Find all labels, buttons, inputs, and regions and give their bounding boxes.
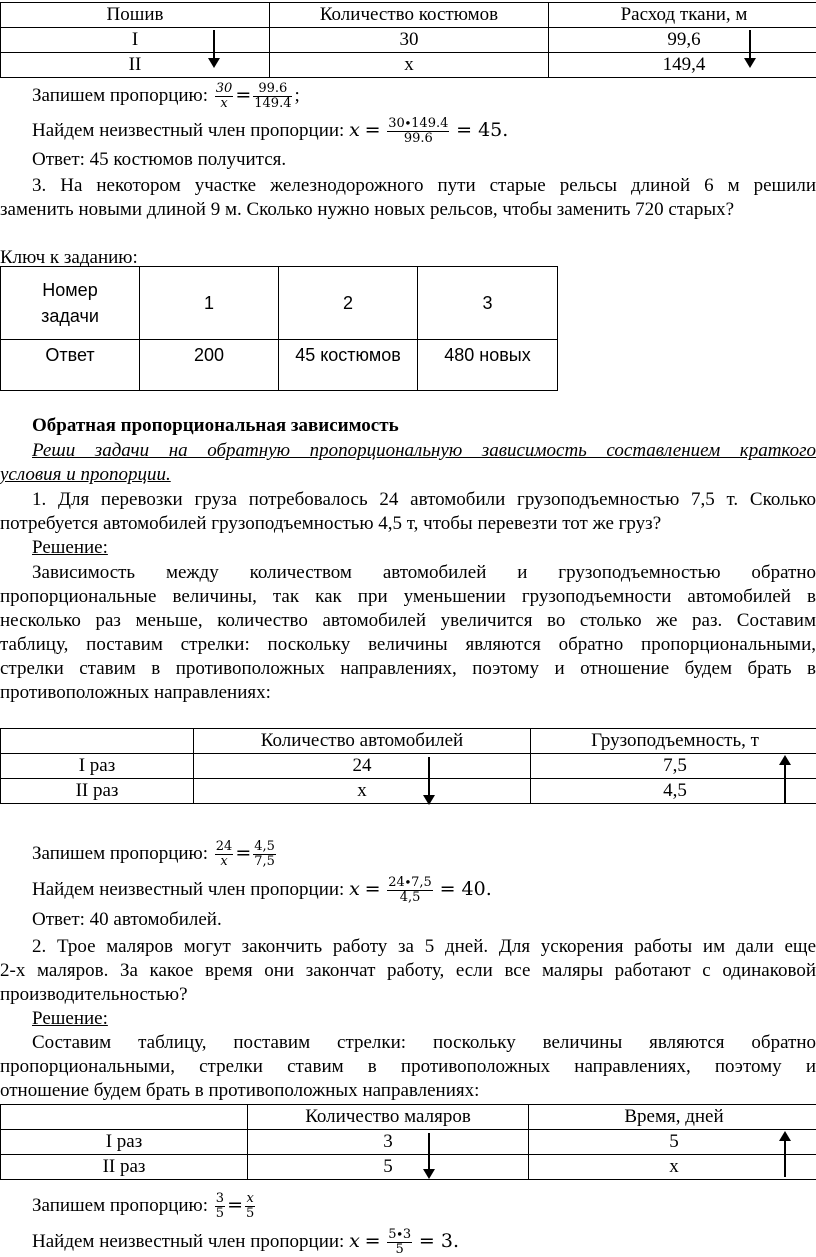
solution-text: несколько раз меньше, количество автомобилей увеличится во столько же раз. Составим <box>0 610 816 631</box>
table-cell: 99,6 <box>549 28 816 53</box>
solution-label: Решение: <box>32 537 108 558</box>
painters-table <box>0 1104 816 1180</box>
fraction: $\frac{x}{5}$ <box>245 1191 255 1221</box>
table-header: Количество автомобилей <box>194 729 531 754</box>
solution-text: отношение будем брать в противоположных направлениях: <box>0 1080 480 1101</box>
table-cell: Ответ <box>1 340 140 391</box>
table-header <box>1 1105 248 1130</box>
answer-key-table <box>0 266 558 391</box>
arrow-up-icon <box>784 757 786 803</box>
arrow-down-icon <box>749 30 751 66</box>
instruction-text: Реши задачи на обратную пропорциональную зависимость составлением краткого <box>32 440 816 461</box>
cars-table <box>0 728 816 804</box>
arrow-down-icon <box>213 30 215 66</box>
fraction: $\frac{99.6}{149.4}$ <box>254 81 292 111</box>
task-text: 3. На некотором участке железнодорожного пути старые рельсы длиной 6 м решили <box>32 175 816 196</box>
table-cell: 45 костюмов <box>279 340 418 391</box>
table-cell: 480 новых <box>418 340 558 391</box>
table-cell: 5 <box>248 1155 529 1180</box>
table-cell: II раз <box>1 779 194 804</box>
proportion-line: Запишем пропорцию: $\frac{30}{x}$ = $\frac{99.6}{149.4}$ ; <box>32 81 300 111</box>
table-header: Пошив <box>1 3 270 28</box>
fraction: $\frac{30\cdot 149.4}{99.6}$ <box>388 116 449 146</box>
table-header: Время, дней <box>529 1105 816 1130</box>
proportion-line: Запишем пропорцию: $\frac{3}{5}$ = $\frac{x}{5}$ <box>32 1191 255 1221</box>
task-text: потребуется автомобилей грузоподъемностью 4,5 т, чтобы перевезти тот же груз? <box>0 513 662 534</box>
proportion-line: Запишем пропорцию: $\frac{24}{x}$ = $\frac{4,5}{7,5}$ <box>32 839 275 869</box>
fraction: $\frac{24\cdot 7,5}{4,5}$ <box>388 875 432 905</box>
table-cell: 30 <box>270 28 549 53</box>
sewing-table <box>0 2 816 78</box>
table-cell: I <box>1 28 270 53</box>
task-text: 2. Трое маляров могут закончить работу за 5 дней. Для ускорения работы им дали еще <box>32 936 816 957</box>
fraction: $\frac{4,5}{7,5}$ <box>254 839 275 869</box>
solution-label: Решение: <box>32 1008 108 1029</box>
table-cell: 200 <box>140 340 279 391</box>
table-cell: 7,5 <box>531 754 816 779</box>
table-cell: I раз <box>1 754 194 779</box>
solution-text: Зависимость между количеством автомобилей и грузоподъемностью обратно <box>32 562 816 583</box>
solution-text: пропорциональные величины, так как при уменьшении грузоподъемности автомобилей в <box>0 586 816 607</box>
task-text: производительностью? <box>0 984 188 1005</box>
table-cell: 5 <box>529 1130 816 1155</box>
table-header <box>1 729 194 754</box>
fraction: $\frac{5\cdot 3}{5}$ <box>388 1227 412 1257</box>
table-cell: 24 <box>194 754 531 779</box>
table-cell: 2 <box>279 267 418 340</box>
table-header: Количество костюмов <box>270 3 549 28</box>
find-line: Найдем неизвестный член пропорции: x = $\frac{24\cdot 7,5}{4,5}$ = 40. <box>32 875 492 905</box>
instruction-text: условия и пропорции. <box>0 464 171 485</box>
solution-text: Составим таблицу, поставим стрелки: поскольку величины являются обратно <box>32 1032 816 1053</box>
solution-text: стрелки ставим в противоположных направлениях, поэтому и отношение будем брать в <box>0 658 816 679</box>
arrow-down-icon <box>428 757 430 803</box>
task-text: 1. Для перевозки груза потребовалось 24 автомобили грузоподъемностью 7,5 т. Сколько <box>32 489 816 510</box>
table-cell: I раз <box>1 1130 248 1155</box>
task-text: заменить новыми длиной 9 м. Сколько нужно новых рельсов, чтобы заменить 720 старых? <box>0 199 735 220</box>
fraction: $\frac{30}{x}$ <box>215 81 233 111</box>
table-cell: II <box>1 53 270 78</box>
find-line: Найдем неизвестный член пропорции: x = $\frac{5\cdot 3}{5}$ = 3. <box>32 1227 459 1257</box>
table-cell: x <box>529 1155 816 1180</box>
table-cell: 4,5 <box>531 779 816 804</box>
key-title: Ключ к заданию: <box>0 247 138 268</box>
table-header: Грузоподъемность, т <box>531 729 816 754</box>
table-cell: II раз <box>1 1155 248 1180</box>
solution-text: противоположных направлениях: <box>0 682 271 703</box>
answer-text: Ответ: 40 автомобилей. <box>32 909 222 930</box>
fraction: $\frac{3}{5}$ <box>215 1191 225 1221</box>
table-header: Количество маляров <box>248 1105 529 1130</box>
find-line: Найдем неизвестный член пропорции: x = $\frac{30\cdot 149.4}{99.6}$ = 45. <box>32 116 509 146</box>
table-cell: 3 <box>248 1130 529 1155</box>
arrow-up-icon <box>784 1133 786 1177</box>
table-cell: 1 <box>140 267 279 340</box>
solution-text: таблицу, поставим стрелки: поскольку величины являются обратно пропорциональными, <box>0 634 816 655</box>
proportion-label: Запишем пропорцию: <box>32 84 209 106</box>
solution-text: пропорциональными, стрелки ставим в противоположных направлениях, поэтому и <box>0 1056 816 1077</box>
table-cell: x <box>194 779 531 804</box>
fraction: $\frac{24}{x}$ <box>215 839 233 869</box>
arrow-down-icon <box>428 1133 430 1177</box>
task-text: 2-х маляров. За какое время они закончат работу, если все маляры работают с одинаковой <box>0 960 816 981</box>
table-header: Расход ткани, м <box>549 3 816 28</box>
table-cell: 3 <box>418 267 558 340</box>
table-header: Номер задачи <box>1 267 140 340</box>
section-heading: Обратная пропорциональная зависимость <box>32 415 399 436</box>
answer-text: Ответ: 45 костюмов получится. <box>32 149 287 170</box>
table-cell: 149,4 <box>549 53 816 78</box>
table-cell: x <box>270 53 549 78</box>
